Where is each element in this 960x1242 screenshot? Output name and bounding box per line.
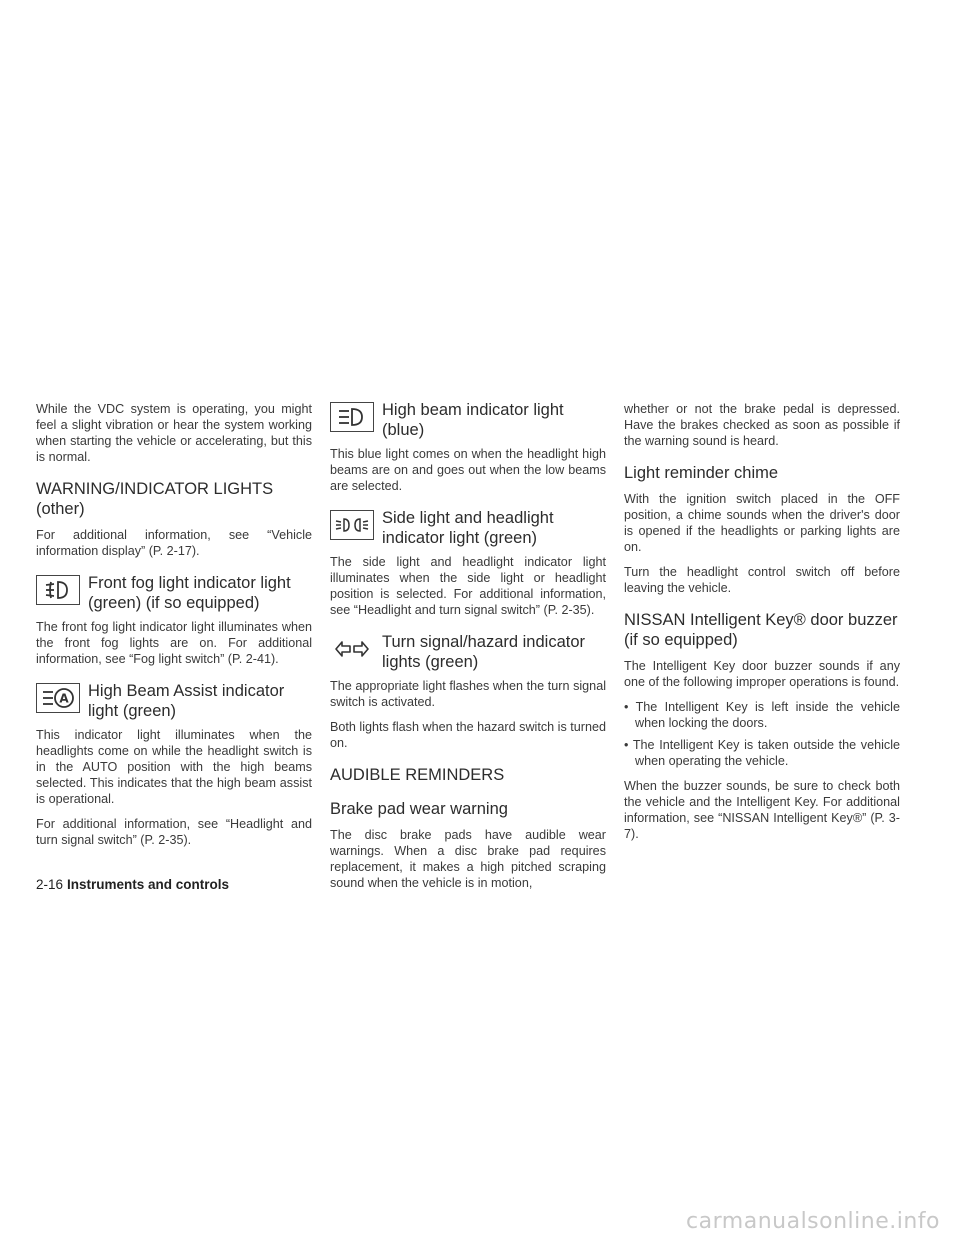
indicator-title: High beam indicator light (blue) [382,401,564,439]
watermark: carmanualsonline.info [686,1209,940,1234]
indicator-high-beam [330,400,606,440]
indicator-side-light [330,508,606,548]
brake-pad-body: The disc brake pads have audible wear warnings. When a disc brake pad requires replacement, it makes a high pitched scraping sound when the vehicle is in motion, [330,828,606,890]
front-fog-light-icon [36,575,80,605]
indicator-title: Front fog light indicator light (green) (if so equipped) [88,574,291,612]
list-item: • The Intelligent Key is taken outside the vehicle when operating the vehicle. [624,737,900,769]
subheading-brake-pad: Brake pad wear warning [330,800,508,818]
chime-body: Turn the headlight control switch off before leaving the vehicle. [624,565,900,595]
page-number: 2-16 [36,877,64,892]
chime-body: With the ignition switch placed in the OFF position, a chime sounds when the driver's door is opened if the headlights or parking lights are on. [624,492,900,554]
brake-pad-body-cont: whether or not the brake pedal is depressed. Have the brakes checked as soon as possible if the warning sound is heard. [624,402,900,448]
indicator-body: The appropriate light flashes when the turn signal switch is activated. [330,679,606,709]
indicator-body: The front fog light indicator light illuminates when the front fog lights are on. For additional information, see “Fog light switch” (P. 2-41). [36,620,312,666]
indicator-title: Turn signal/hazard indicator lights (green) [382,633,585,671]
high-beam-icon [330,402,374,432]
subheading-intelligent-key: NISSAN Intelligent Key® door buzzer (if so equipped) [624,611,898,649]
section-title: Instruments and controls [67,877,230,892]
indicator-body: The side light and headlight indicator light illuminates when the side light or headlight position is selected. For additional information, see “Headlight and turn signal switch” (P. 2-35). [330,555,606,617]
indicator-body: This indicator light illuminates when the headlights come on while the headlight switch is in the AUTO position with the high beams selected. This indicates that the high beam assist is operational. [36,728,312,806]
high-beam-assist-icon [36,683,80,713]
indicator-title: Side light and headlight indicator light (green) [382,509,554,547]
indicator-body: Both lights flash when the hazard switch is turned on. [330,720,606,750]
indicator-high-beam-assist [36,681,312,721]
indicator-body: For additional information, see “Headlight and turn signal switch” (P. 2-35). [36,817,312,847]
column-2 [330,396,606,900]
indicator-title: High Beam Assist indicator light (green) [88,682,285,720]
indicator-turn-signal [330,632,606,672]
vdc-note: While the VDC system is operating, you might feel a slight vibration or hear the system working when starting the vehicle or accelerating, but this is normal. [36,402,312,464]
column-3 [624,401,900,851]
turn-signal-icon [330,634,374,664]
key-body: When the buzzer sounds, be sure to check both the vehicle and the Intelligent Key. For additional information, see “NISSAN Intelligent Key®” (P. 3-7). [624,779,900,841]
svg-text:A: A [59,691,69,706]
indicator-front-fog [36,573,312,613]
page-footer [36,877,229,892]
side-light-icon [330,510,374,540]
subheading-light-chime: Light reminder chime [624,464,779,482]
improper-operations-list [624,699,900,769]
section-heading-note: For additional information, see “Vehicle information display” (P. 2-17). [36,528,312,558]
indicator-body: This blue light comes on when the headlight high beams are on and goes out when the low beams are selected. [330,447,606,493]
column-1 [36,401,312,857]
section-heading-warning-lights: WARNING/INDICATOR LIGHTS (other) [36,480,274,518]
key-body: The Intelligent Key door buzzer sounds if any one of the following improper operations is found. [624,659,900,689]
section-heading-audible: AUDIBLE REMINDERS [330,766,505,784]
list-item: • The Intelligent Key is left inside the vehicle when locking the doors. [624,699,900,731]
